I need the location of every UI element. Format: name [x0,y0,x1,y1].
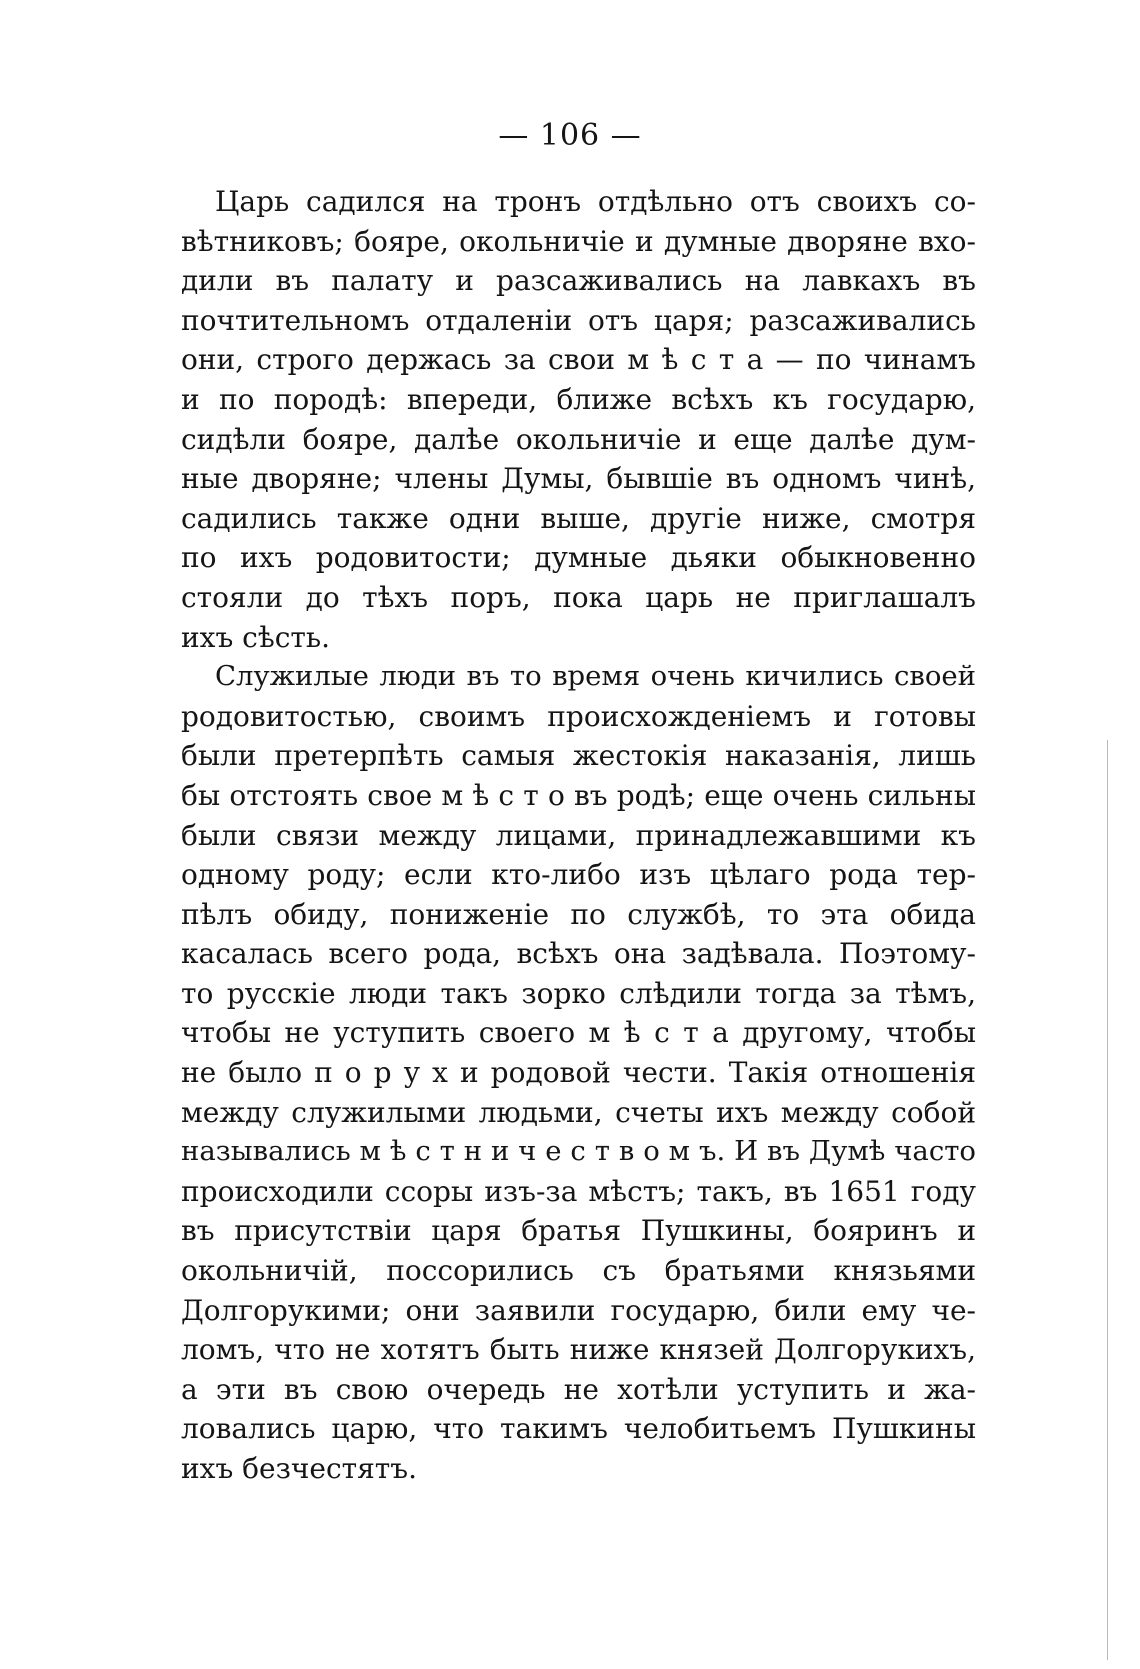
text-line: между служилыми людьми, счеты ихъ между собой [181,1095,976,1129]
text-line: а эти въ свою очередь не хотѣли уступить и жа- [181,1372,976,1406]
text-line: ихъ сѣсть. [181,620,331,654]
text-line: ные дворяне; члены Думы, бывшіе въ одномъ чинѣ, [181,462,976,496]
text-line: они, строго держась за свои м ѣ с т а — по чинамъ [181,343,976,377]
text-line: не было п о р у х и родовой чести. Такія отношенія [181,1056,976,1090]
text-line: ловались царю, что такимъ челобитьемъ Пушкины [181,1412,976,1446]
text-line: Долгорукими; они заявили государю, били ему че- [181,1293,976,1327]
body-text [181,182,976,1489]
text-line: Служилые люди въ то время очень кичились своей [215,660,976,693]
text-line: почтительномъ отдаленіи отъ царя; разсаживались [181,303,976,337]
page-number: — 106 — [498,118,642,153]
text-line: происходили ссоры изъ-за мѣстъ; такъ, въ 1651 году [181,1174,976,1208]
text-line: садились также одни выше, другіе ниже, смотря [181,501,976,535]
text-line: сидѣли бояре, далѣе окольничіе и еще далѣе дум- [181,422,976,456]
text-line: чтобы не уступить своего м ѣ с т а другому, чтобы [181,1016,976,1050]
text-line: родовитостью, своимъ происхожденіемъ и готовы [181,699,976,733]
text-line: были связи между лицами, принадлежавшими къ [181,818,976,852]
text-line: дили въ палату и разсаживались на лавкахъ въ [181,264,976,298]
text-line: въ присутствіи царя братья Пушкины, бояринъ и [181,1214,976,1248]
text-line: ихъ безчестятъ. [181,1452,417,1485]
text-line: стояли до тѣхъ поръ, пока царь не приглашалъ [181,580,976,614]
text-line: и по породѣ: впереди, ближе всѣхъ къ государю, [181,382,976,416]
text-line: окольничій, поссорились съ братьями князьями [181,1254,976,1288]
text-line: ломъ, что не хотятъ быть ниже князей Долгорукихъ, [181,1333,976,1367]
text-line: касалась всего рода, всѣхъ она задѣвала. Поэтому- [181,937,976,971]
paragraph-2 [181,657,976,1488]
text-line: пѣлъ обиду, пониженіе по службѣ, то эта обида [181,897,976,931]
text-line: то русскіе люди такъ зорко слѣдили тогда за тѣмъ, [181,976,976,1010]
paragraph-1 [181,182,976,657]
text-line: бы отстоять свое м ѣ с т о въ родѣ; еще очень сильны [181,778,976,812]
text-line: назывались м ѣ с т н и ч е с т в о м ъ. И въ Думѣ часто [181,1135,976,1168]
text-line: одному роду; если кто-либо изъ цѣлаго рода тер- [181,858,976,892]
scan-edge-line [1107,740,1108,1660]
text-line: вѣтниковъ; бояре, окольничіе и думные дворяне вхо- [181,224,976,258]
text-line: были претерпѣть самыя жестокія наказанія, лишь [181,739,976,773]
text-line: по ихъ родовитости; думные дьяки обыкновенно [181,541,976,575]
text-line: Царь садился на тронъ отдѣльно отъ своихъ со- [215,185,976,218]
